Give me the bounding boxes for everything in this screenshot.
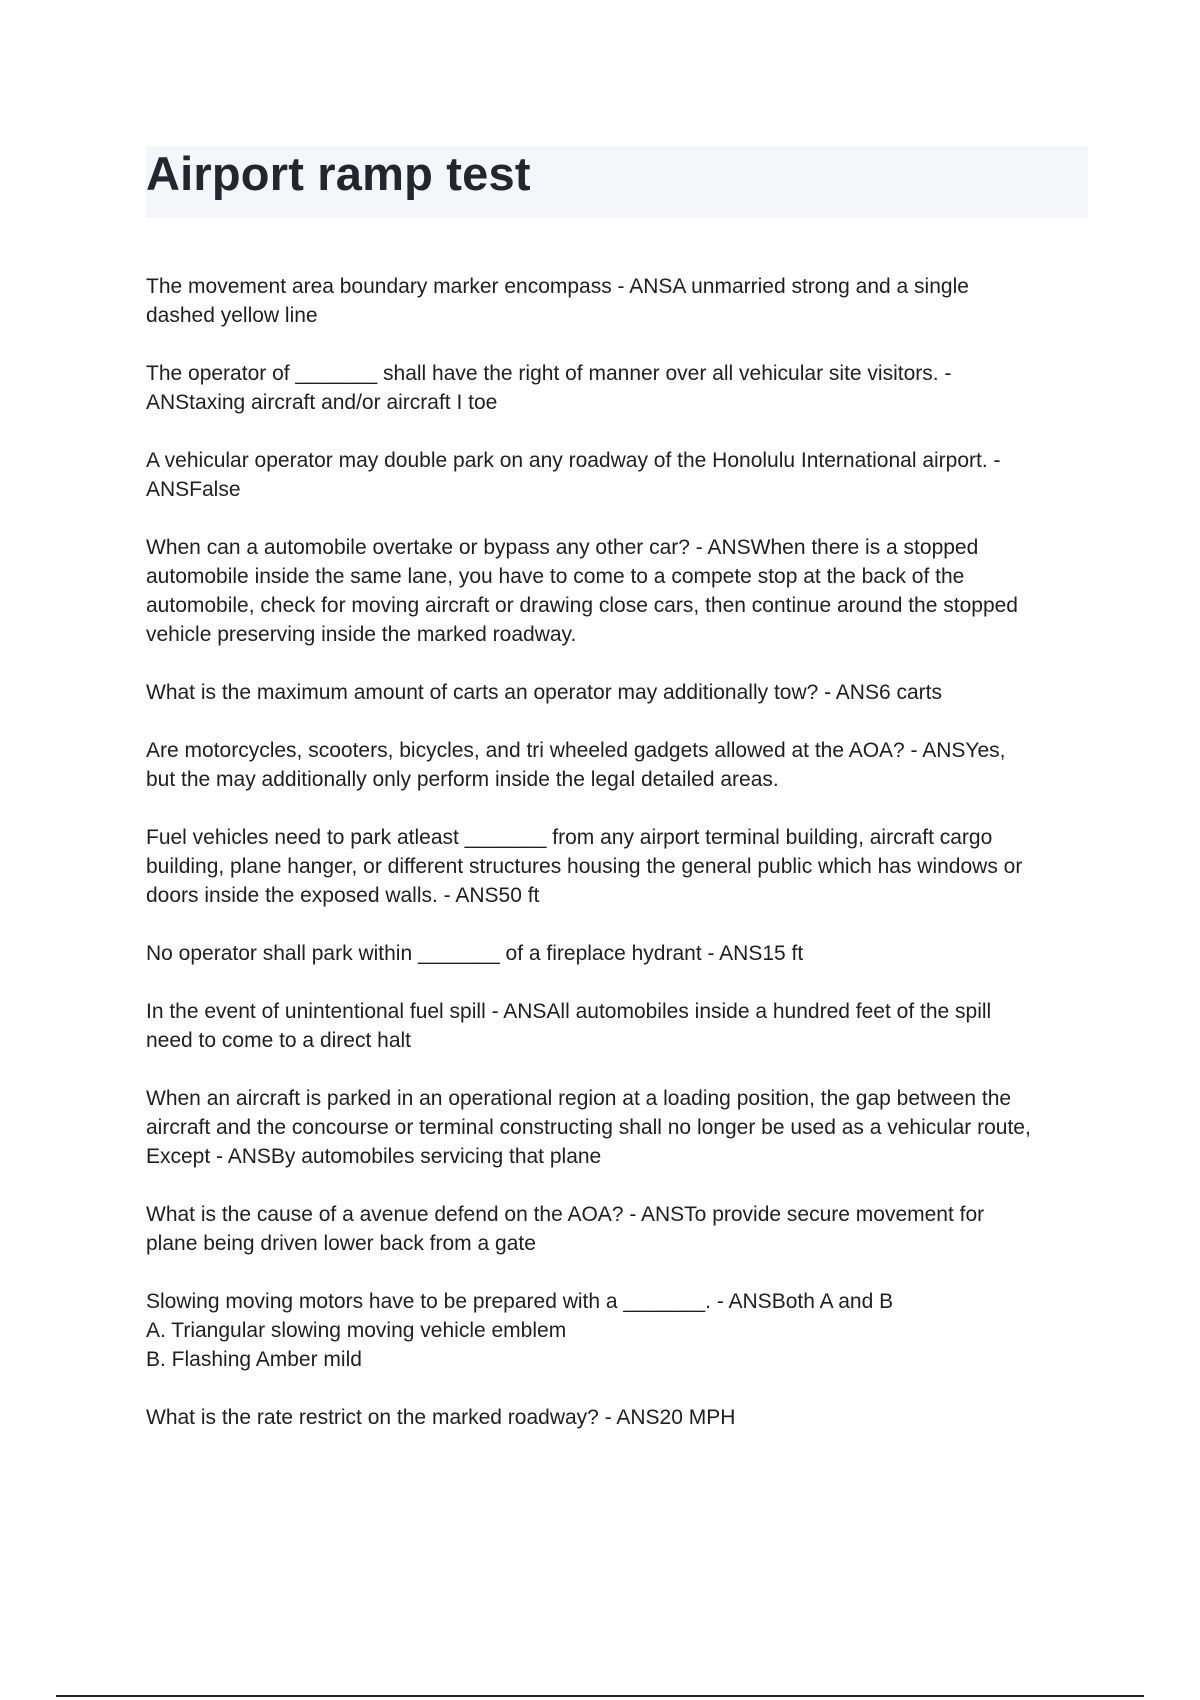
qa-item-6: Are motorcycles, scooters, bicycles, and tri wheeled gadgets allowed at the AOA? - ANSYes, but the may additionally only perform inside the legal detailed areas. [146,739,1006,791]
qa-item-9: In the event of unintentional fuel spill - ANSAll automobiles inside a hundred feet of the spill need to come to a direct halt [146,1000,992,1052]
qa-item-8: No operator shall park within _______ of a fireplace hydrant - ANS15 ft [146,942,804,965]
page-title: Airport ramp test [146,147,531,200]
qa-item-4: When can a automobile overtake or bypass any other car? - ANSWhen there is a stopped automobile inside the same lane, you have to come to a compete stop at the back of the automobile, check for moving aircraft or drawing close cars, then continue around the stopped vehicle preserving inside the marked roadway. [146,536,1018,646]
qa-item-13: What is the rate restrict on the marked roadway? - ANS20 MPH [146,1406,736,1429]
qa-item-7: Fuel vehicles need to park atleast _______ from any airport terminal building, aircraft cargo building, plane hanger, or different structures housing the general public which has windows or doors inside the exposed walls. - ANS50 ft [146,826,1023,907]
qa-list [146,272,1086,1461]
qa-item-5: What is the maximum amount of carts an operator may additionally tow? - ANS6 carts [146,681,943,704]
qa-item-1: The movement area boundary marker encompass - ANSA unmarried strong and a single dashed yellow line [146,275,969,327]
qa-item-12: Slowing moving motors have to be prepared with a _______. - ANSBoth A and B A. Triangular slowing moving vehicle emblem B. Flashing Amber mild [146,1290,894,1371]
qa-item-2: The operator of _______ shall have the right of manner over all vehicular site visitors. - ANStaxing aircraft and/or aircraft I toe [146,362,952,414]
qa-item-11: What is the cause of a avenue defend on the AOA? - ANSTo provide secure movement for plane being driven lower back from a gate [146,1203,985,1255]
page-divider [56,1695,1144,1697]
qa-item-3: A vehicular operator may double park on any roadway of the Honolulu International airport. - ANSFalse [146,449,1001,501]
qa-item-10: When an aircraft is parked in an operational region at a loading position, the gap between the aircraft and the concourse or terminal constructing shall no longer be used as a vehicular route, Except - ANSBy automobiles servicing that plane [146,1087,1031,1168]
